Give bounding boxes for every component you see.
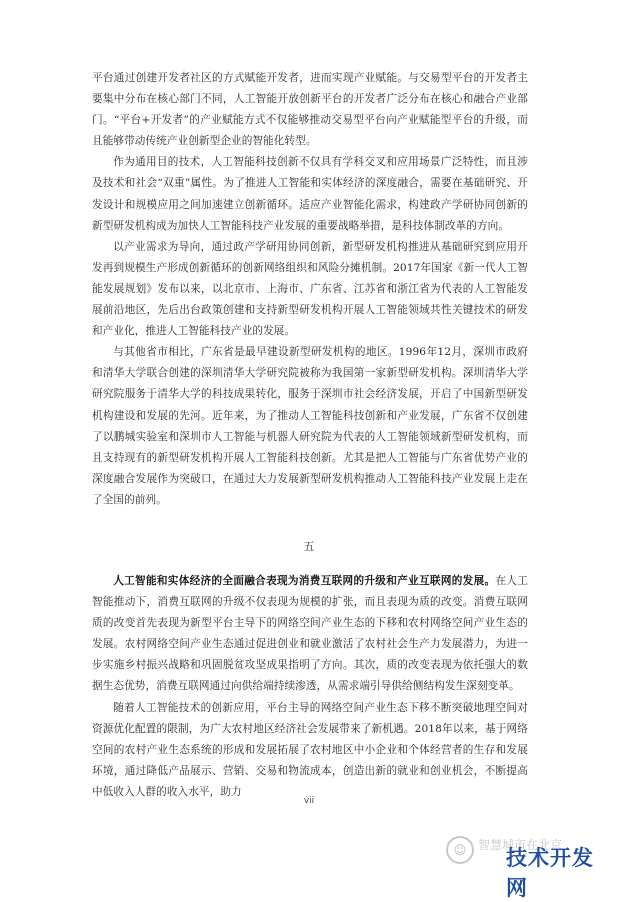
paragraph-2: 作为通用目的技术，人工智能科技创新不仅具有学科交叉和应用场景广泛特性，而且涉及技术和社会“双重”属性。为了推进人工智能和实体经济的深度融合，需要在基础研究、开发设计和规模应用之间加速建立创新循环。适应产业智能化需求，构建政产学研协同创新的新型研发机构成为加快人工智能科技产业发展的重要战略举措，是科技体制改革的方向。 <box>92 156 528 232</box>
paragraph-4: 与其他省市相比，广东省是最早建设新型研发机构的地区。1996年12月，深圳市政府和清华大学联合创建的深圳清华大学研究院被称为我国第一家新型研发机构。深圳清华大学研究院服务于清华大学的科技成果转化，服务于深圳市社会经济发展，开启了中国新型研发机构建设和发展的先河。近年来，为了推动人工智能科技创新和产业发展，广东省不仅创建了以鹏城实验室和深圳市人工智能与机器人研究院为代表的人工智能领域新型研发机构，而且支持现有的新型研发机构开展人工智能科技创新。尤其是把人工智能与广东省优势产业的深度融合发展作为突破口，在通过大力发展新型研发机构推动人工智能科技产业发展上走在了全国的前列。 <box>92 346 528 506</box>
paragraph-5 <box>92 571 528 698</box>
paragraph-5-bold-lead: 人工智能和实体经济的全面融合表现为消费互联网的升级和产业互联网的发展。 <box>113 575 496 587</box>
body-text-top <box>92 68 528 511</box>
site-logo: 技术开发网 <box>506 846 594 900</box>
watermark-text: 智慧城市在北京 <box>478 837 563 852</box>
wechat-icon: ☺ <box>446 836 474 864</box>
paragraph-1: 平台通过创建开发者社区的方式赋能开发者，进而实现产业赋能。与交易型平台的开发者主要集中分布在核心部门不同，人工智能开放创新平台的开发者广泛分布在核心和融合产业部门。“平台+开发者”的产业赋能方式不仅能够推动交易型平台向产业赋能型平台的升级，而且能够带动传统产业创新型企业的智能化转型。 <box>92 72 528 148</box>
paragraph-5-text: 在人工智能推动下，消费互联网的升级不仅表现为规模的扩张，而且表现为质的改变。消费互联网质的改变首先表现为新型平台主导下的网络空间产业生态的下移和农村网络空间产业生态的发展。农村网络空间产业生态通过促进创业和就业激活了农村社会生产力发展潜力，为进一步实施乡村振兴战略和巩固脱贫攻坚成果指明了方向。其次，质的改变表现为依托强大的数据生态优势，消费互联网通过向供给端持续渗透，从需求端引导供给侧结构发生深刻变革。 <box>92 575 528 693</box>
watermark <box>446 830 614 900</box>
section-number: 五 <box>303 540 315 553</box>
body-text-bottom <box>92 571 528 803</box>
paragraph-6: 随着人工智能技术的创新应用，平台主导的网络空间产业生态下移不断突破地理空间对资源优化配置的限制，为广大农村地区经济社会发展带来了新机遇。2018年以来，基于网络空间的农村产业生态系统的形成和发展拓展了农村地区中小企业和个体经营者的生存和发展环境，通过降低产品展示、营销、交易和物流成本，创造出新的就业和创业机会，不断提高中低收入人群的收入水平，助力 <box>92 701 528 798</box>
paragraph-3: 以产业需求为导向，通过政产学研用协同创新，新型研发机构推进从基础研究到应用开发再到规模生产形成创新循环的创新网络组织和风险分摊机制。2017年国家《新一代人工智能发展规划》发布以来，以北京市、上海市、广东省、江苏省和浙江省为代表的人工智能发展前沿地区，先后出台政策创建和支持新型研发机构开展人工智能领域共性关键技术的研发和产业化，推进人工智能科技产业的发展。 <box>92 240 528 338</box>
page-number: vii <box>303 796 315 806</box>
